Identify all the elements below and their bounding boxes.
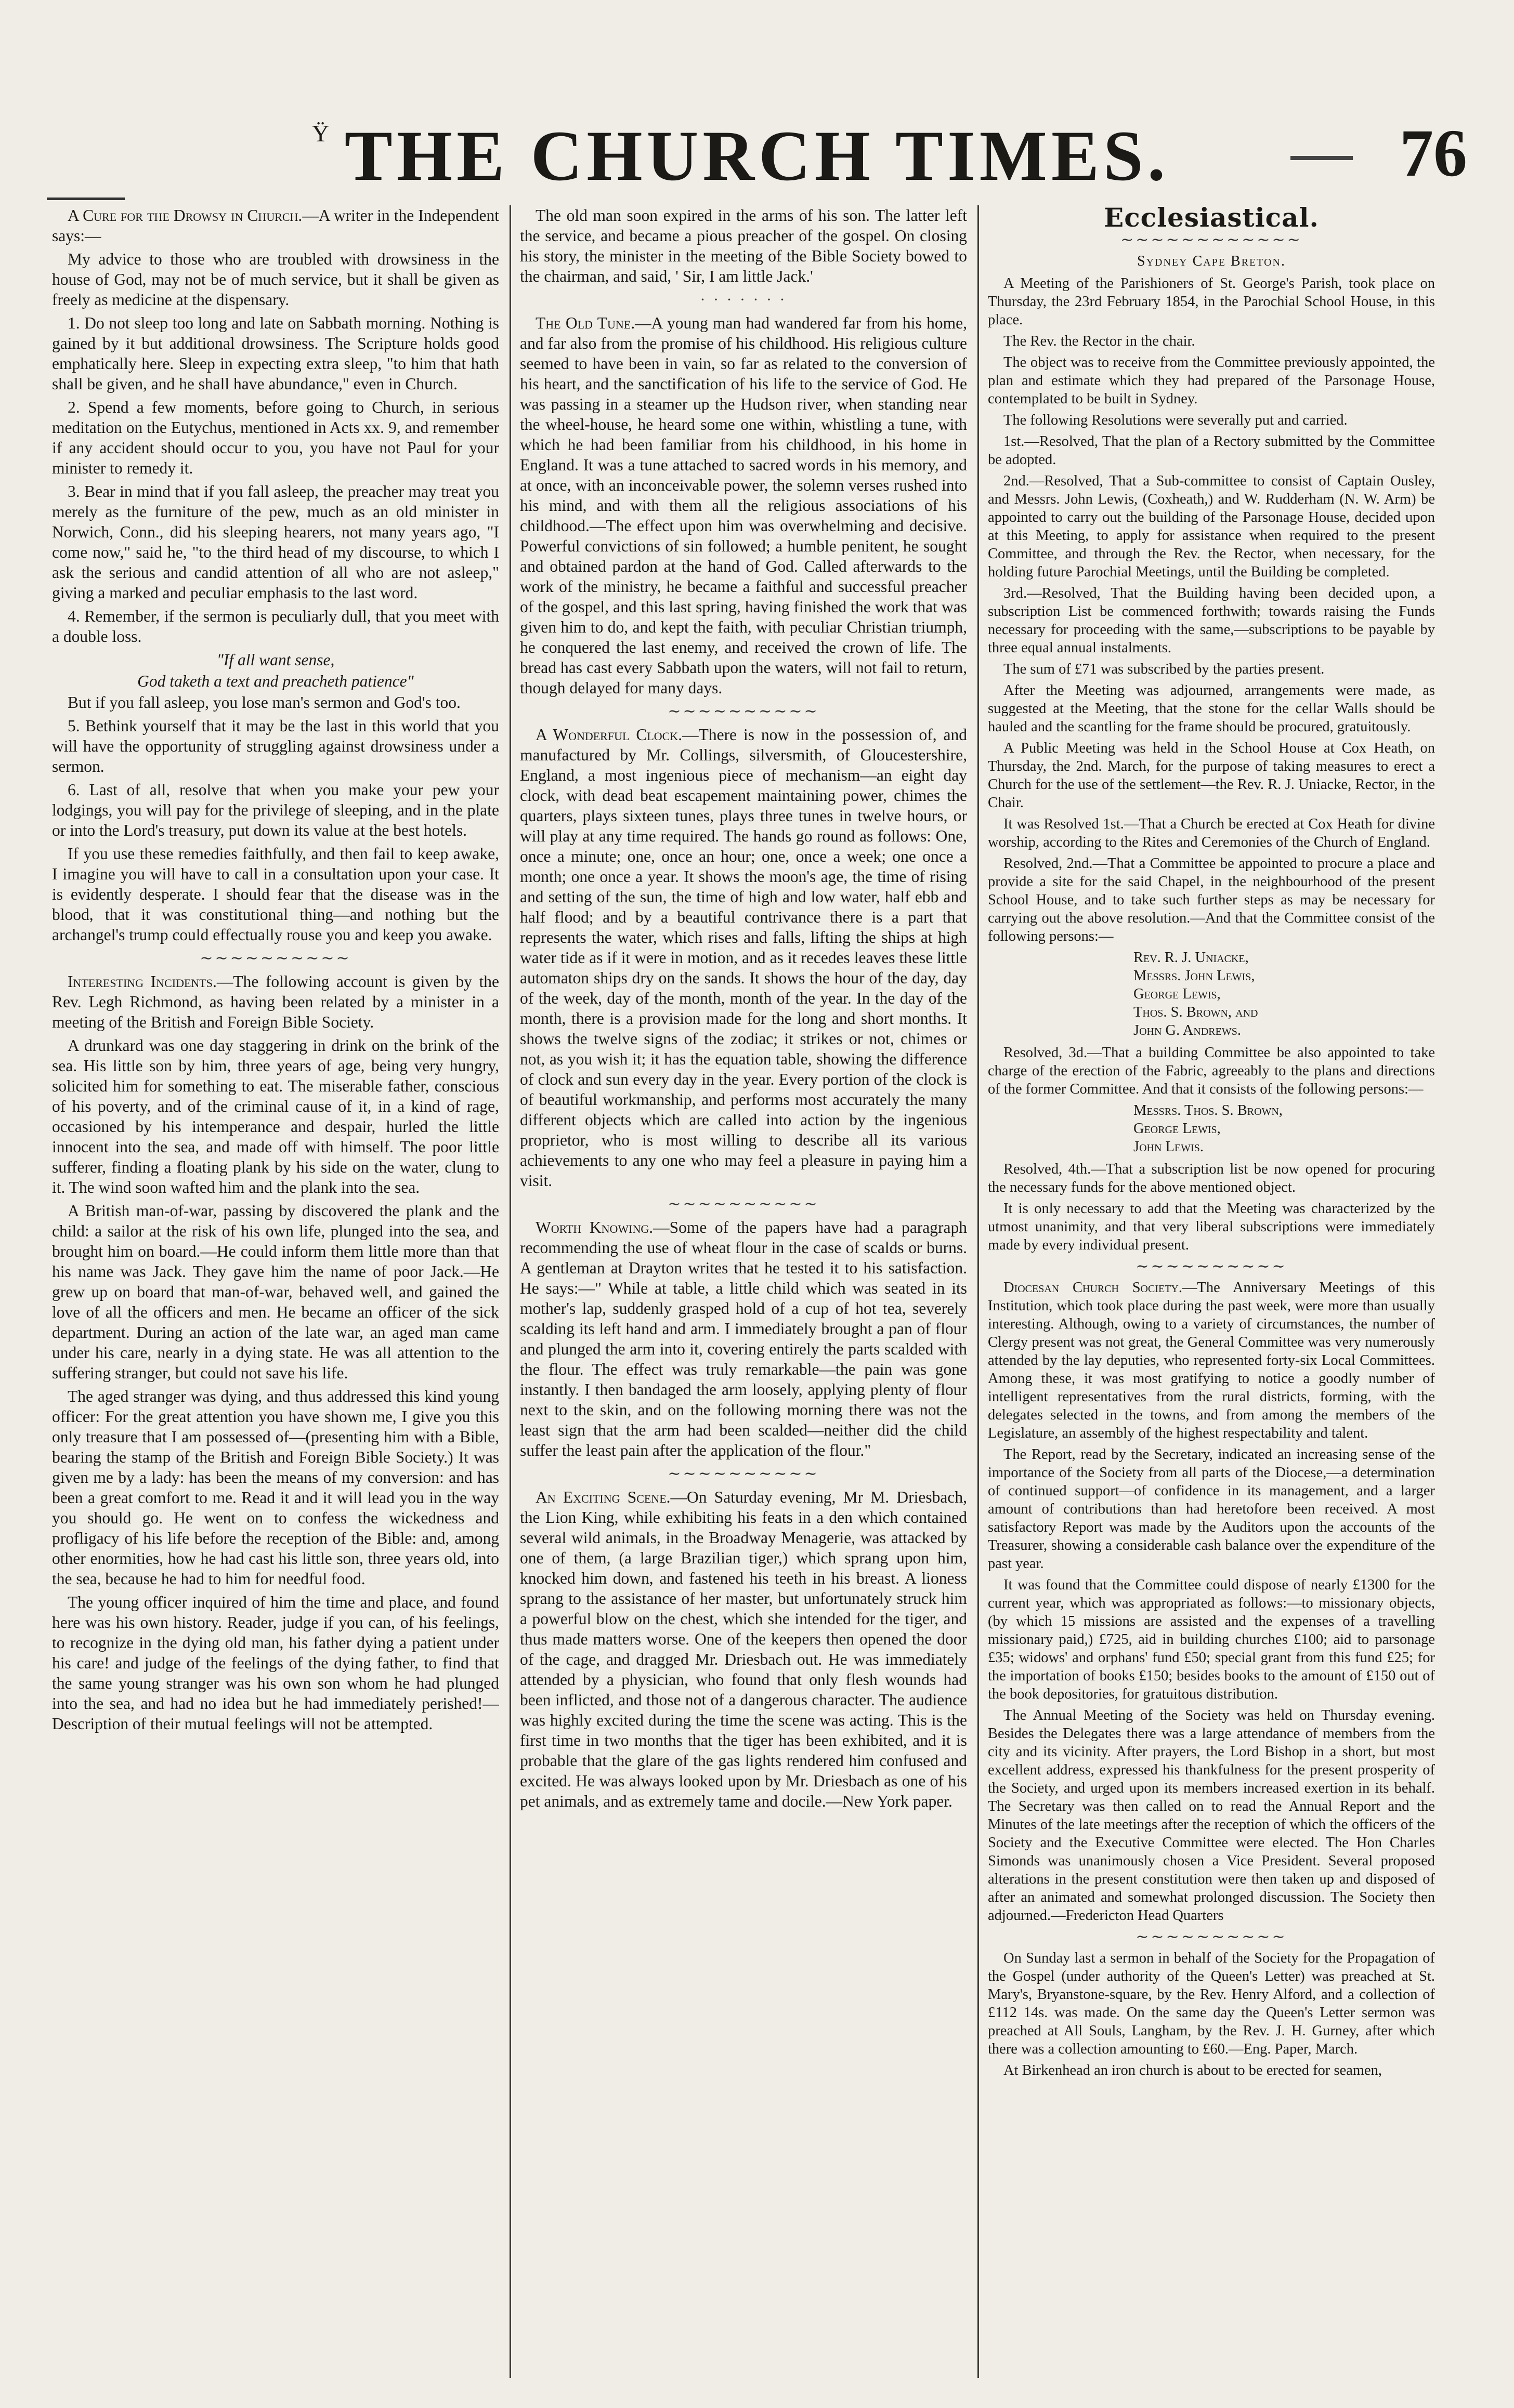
paragraph: The Report, read by the Secretary, indicated an increasing sense of the importance of the Society from all parts of the Diocese,—a determination of continued support—of confidence in its management, and a larger amount of contributions than had heretofore been received. A most satisfactory Report was made by the Auditors upon the accounts of the Treasurer, showing a considerable cash balance over the expenditure of the past year. (988, 1446, 1435, 1572)
article-text: —On Saturday evening, Mr M. Driesbach, the Lion King, while exhibiting his feats in a den which contained several wild animals, in the Broadway Menagerie, was attacked by one of them, (a large Brazilian tiger,) which sprang upon him, knocked him down, and fastened his teeth in his breast. A lioness sprang to the assistance of her master, but unfortunately struck him a powerful blow on the chest, which she intended for the tiger, and thus made matters worse. One of the keepers then opened the door of the cage, and dragged Mr. Driesbach out. He was immediately attended by a physician, who found that only flesh wounds had been inflicted, and those not of a dangerous character. The audience was highly excited during the time the scene was acting. This is the first time in two months that the tiger has been exhibited, and it is probable that the glare of the gas lights rendered him confused and excited. He was always looked upon by Mr. Driesbach as one of his pet animals, and as extremely tame and docile.—New York paper. (520, 1488, 967, 1810)
paragraph: The young officer inquired of him the time and place, and found here was his own history. Reader, judge if you can, of his feelings, to recognize in the dying old man, his father dying a patient under his care! and judge of the feelings of the dying father, to find that the same young stranger was his own son whom he had plunged into the sea, and had no idea but he had immediately perished!—Description of their mutual feelings will not be attempted. (52, 1593, 499, 1733)
newspaper-title: THE CHURCH TIMES. (344, 116, 1170, 195)
paragraph: 4. Remember, if the sermon is peculiarly dull, that you meet with a double loss. (52, 607, 499, 646)
paragraph: Resolved, 3d.—That a building Committee be also appointed to take charge of the erection of the Fabric, agreeably to the plans and directions of the former Committee. And that it consists of the following persons:— (988, 1045, 1435, 1097)
decorative-rule (1290, 156, 1353, 160)
paragraph: The following Resolutions were severally put and carried. (1003, 412, 1348, 428)
article-text: —There is now in the possession of, and manufactured by Mr. Collings, silversmith, of Gloucestershire, England, a most ingenious piece of mechanism—an eight day clock, with dead beat escapement maintaining power, chimes the quarters, plays sixteen tunes, plays three tunes in twelve hours, or will play at any time required. The hands go round as follows: One, once a minute; one, once an hour; one, once a week; one once a month; one once a year. It shows the moon's age, the time of rising and setting of the sun, the time of high and low water, half ebb and half flood; and by a beautiful contrivance there is a part that represents the water, which rises and falls, lifting the ships at high water tide as if it were in motion, and as it recedes leaves these little automaton ships dry on the sands. It shows the hour of the day, day of the week, day of the month, month of the year. In the day of the month, there is a provision made for the long and short months. It shows the twelve signs of the zodiac; it strikes or not, chimes or not, as you wish it; it has the equation table, showing the difference of clock and sun every day in the year. Every portion of the clock is of beautiful workmanship, and performs most accurately the many different objects which are called into action by the ingenious proprietor, who is most willing to describe all its various achievements to any one who may feel a pleasure in paying him a visit. (520, 726, 967, 1190)
paragraph: 2nd.—Resolved, That a Sub-committee to consist of Captain Ousley, and Messrs. John Lewis, (Coxheath,) and W. Rudderham (N. W. Arm) be appointed to carry out the building of the Parsonage House, decided upon at this Meeting, to apply for assistance when required to the present Committee, and through the Rev. the Rector, when necessary, for the holding future Parochial Meetings, until the Building be completed. (988, 473, 1435, 580)
verse-line: "If all want sense, (216, 651, 335, 669)
committee-name: George Lewis, (1133, 986, 1221, 1002)
paragraph: 1st.—Resolved, That the plan of a Rectory submitted by the Committee be adopted. (988, 433, 1435, 468)
paragraph: The object was to receive from the Committee previously appointed, the plan and estimate which they had prepared of the Parsonage House, contemplated to be built in Sydney. (988, 354, 1435, 407)
paragraph: But if you fall asleep, you lose man's sermon and God's too. (68, 693, 461, 712)
section-heading-ecclesiastical: Ecclesiastical. (1104, 205, 1319, 233)
column-1 (52, 205, 499, 2378)
article-old-tune (520, 313, 967, 698)
article-lead: A Wonderful Clock. (536, 726, 683, 744)
article-text: —A writer in the Independent says:— (52, 206, 499, 245)
paragraph: The Annual Meeting of the Society was held on Thursday evening. Besides the Delegates there was a large attendance of members from the city and its vicinity. After prayers, the Lord Bishop in a short, but most excellent address, expressed his thankfulness for the present prosperity of the Society, and urged upon its members increased exertion in its behalf. The Secretary was then called on to read the Annual Report and the Minutes of the late meetings after the reception of which the officers of the Society and the Executive Committee were elected. The Hon Charles Simonds was unanimously chosen a Vice President. Several proposed alterations in the present constitution were then taken up and disposed of after an animated and somewhat prolonged discussion. The Society then adjourned.—Fredericton Head Quarters (988, 1707, 1435, 1924)
article-lead: Interesting Incidents. (68, 972, 217, 991)
column-2 (520, 205, 967, 2378)
committee-name: Thos. S. Brown, and (1133, 1004, 1258, 1020)
committee-names-list (1133, 949, 1435, 1039)
verse-line: God taketh a text and preacheth patience" (137, 672, 414, 690)
paragraph: 6. Last of all, resolve that when you make your pew your lodgings, you will pay for the privilege of sleeping, and in the plate or into the Lord's treasury, put down its value at the best hotels. (52, 781, 499, 839)
section-separator: ∼∼∼∼∼∼∼∼∼∼ (200, 950, 351, 967)
committee-name: Rev. R. J. Uniacke, (1133, 950, 1249, 966)
column-divider (977, 205, 979, 2378)
masthead (47, 114, 1467, 203)
paragraph: Resolved, 2nd.—That a Committee be appointed to procure a place and provide a site for the said Chapel, in the neighbourhood of the present School House, and to take such further steps as may be necessary for carrying out the above resolution.—And that the Committee consist of the following persons:— (988, 856, 1435, 944)
article-text: —The following account is given by the Rev. Legh Richmond, as having been related by a minister in a meeting of the British and Foreign Bible Society. (52, 972, 499, 1031)
committee-name: George Lewis, (1133, 1121, 1221, 1137)
paragraph: A British man-of-war, passing by discovered the plank and the child: a sailor at the risk of his own life, plunged into the sea, and brought him on board.—He could inform them little more than that his name was Jack. They gave him the name of poor Jack.—He grew up on board that man-of-war, behaved well, and gained the love of all the officers and men. He became an officer of the sick department. During an action of the late war, an aged man came under his care, nearly in a dying state. He was all attention to the suffering stranger, but could not save his life. (52, 1202, 499, 1382)
paragraph: 3. Bear in mind that if you fall asleep, the preacher may treat you merely as the furniture of the pew, much as an old minister in Norwich, Conn., did his sleeping hearers, not many years ago, "I come now," said he, "to the third head of my discourse, to which I ask the serious and candid attention of all who are not asleep," giving a marked and peculiar emphasis to the last word. (52, 482, 499, 602)
paragraph: On Sunday last a sermon in behalf of the Society for the Propagation of the Gospel (under authority of the Queen's Letter) was preached at St. Mary's, Bryanstone-square, by the Rev. Henry Alford, and a collection of £112 14s. was made. On the same day the Queen's Letter sermon was preached at All Souls, Langham, by the Rev. J. H. Gurney, after which there was a collection amounting to £60.—Eng. Paper, March. (988, 1950, 1435, 2057)
article-lead: Worth Knowing. (536, 1218, 654, 1236)
committee-name: Messrs. John Lewis, (1133, 968, 1255, 984)
article-lead: An Exciting Scene. (536, 1488, 671, 1506)
committee-name: John Lewis. (1133, 1139, 1204, 1155)
article-text: —A young man had wandered far from his home, and far also from the promise of his childhood. His religious culture seemed to have been in vain, so far as related to the conversion of his heart, and the sanctification of his life to the service of God. He was passing in a steamer up the Hudson river, when standing near the wheel-house, he heard some one within, whistling a tune, with which he had been familiar from his childhood, in his home in England. It was a tune attached to sacred words in his memory, and at once, with an inconceivable power, the solemn verses rushed into his mind, and with them all the religious associations of his childhood.—The effect upon him was overwhelming and decisive. Powerful convictions of sin followed; a humble penitent, he sought and obtained pardon at the hand of God. Called afterwards to the work of the ministry, he became a faithful and successful preacher of the gospel, and this last spring, having finished the work that was given him to do, and kept the faith, with peculiar Christian triumph, he conquered the last enemy, and received the crown of life. The bread has cast every Sabbath upon the waters, will not fail to return, though delayed for many days. (520, 314, 967, 697)
paragraph: The old man soon expired in the arms of his son. The latter left the service, and became a pious preacher of the gospel. On closing his story, the minister in the meeting of the Bible Society bowed to the chairman, and said, ' Sir, I am little Jack.' (520, 206, 967, 285)
paragraph: It was Resolved 1st.—That a Church be erected at Cox Heath for divine worship, according to the Rites and Ceremonies of the Church of England. (988, 816, 1435, 850)
paragraph: Resolved, 4th.—That a subscription list be now opened for procuring the necessary funds for the above mentioned object. (988, 1161, 1435, 1195)
section-separator: · · · · · · · (700, 291, 787, 308)
section-separator: ∼∼∼∼∼∼∼∼∼∼∼∼ (1120, 231, 1302, 248)
paragraph: 2. Spend a few moments, before going to Church, in serious meditation on the Eutychus, mentioned in Acts xx. 9, and remember if any accident should occur to you, you have not Paul for your minister to remedy it. (52, 398, 499, 477)
paragraph: A drunkard was one day staggering in drink on the brink of the sea. His little son by him, three years of age, being very hungry, solicited him for something to eat. The miserable father, conscious of his poverty, and of the criminal cause of it, in a kind of rage, occasioned by his intemperance and despair, hurled the little innocent into the sea, and made off with himself. The poor little sufferer, finding a floating plank by his side on the water, clung to it. The wind soon wafted him and the plank into the sea. (52, 1036, 499, 1196)
paragraph: The Rev. the Rector in the chair. (1003, 333, 1195, 349)
paragraph: The sum of £71 was subscribed by the parties present. (1003, 661, 1325, 677)
committee-name: John G. Andrews. (1133, 1022, 1241, 1038)
paragraph: 5. Bethink yourself that it may be the last in this world that you will have the opportunity of struggling against drowsiness under a sermon. (52, 717, 499, 775)
masthead-underline (47, 198, 125, 200)
paragraph: If you use these remedies faithfully, and then fail to keep awake, I imagine you will have to call in a consultation upon your case. It is evidently desperate. I should fear that the disease was in the blood, that it was constitutional thing—and nothing but the archangel's trump could effectually rouse you and keep you awake. (52, 845, 499, 944)
paragraph: At Birkenhead an iron church is about to be erected for seamen, (1003, 2062, 1382, 2078)
dateline: Sydney Cape Breton. (1137, 253, 1286, 269)
article-lead: The Old Tune. (536, 314, 635, 332)
building-committee-names-list (1133, 1101, 1435, 1156)
paragraph: It is only necessary to add that the Meeting was characterized by the utmost unanimity, and that very liberal subscriptions were immediately made by every individual present. (988, 1201, 1435, 1253)
article-cure-for-drowsy (52, 205, 499, 246)
article-worth-knowing (520, 1217, 967, 1460)
paragraph: After the Meeting was adjourned, arrangements were made, as suggested at the Meeting, that the stone for the cellar Walls should be hauled and the scantling for the frame should be procured, gratuitously. (988, 682, 1435, 735)
section-separator: ∼∼∼∼∼∼∼∼∼∼ (1136, 1258, 1287, 1275)
paragraph: A Meeting of the Parishioners of St. George's Parish, took place on Thursday, the 23rd February 1854, in the Parochial School House, in this place. (988, 275, 1435, 328)
article-text: —The Anniversary Meetings of this Institution, which took place during the past week, were more than usually interesting. Although, owing to a variety of circumstances, the number of Clergy present was not great, the General Committee was very numerously attended by the lay deputies, who represented forty-six Local Committees. Among these, it was most gratifying to notice a goodly number of intelligent representatives from the rural districts, forming, with the delegates selected in the towns, and from among the members of the Legislature, an assembly of the highest respectability and talent. (988, 1280, 1435, 1441)
paragraph: My advice to those who are troubled with drowsiness in the house of God, may not be of much service, but it shall be given as freely as medicine at the dispensary. (52, 250, 499, 309)
section-separator: ∼∼∼∼∼∼∼∼∼∼ (668, 1195, 819, 1213)
section-separator: ∼∼∼∼∼∼∼∼∼∼ (668, 703, 819, 720)
paragraph: 3rd.—Resolved, That the Building having been decided upon, a subscription List be commenced forthwith; towards raising the Funds necessary for proceeding with the same,—subscriptions to be payable by three equal annual instalments. (988, 585, 1435, 656)
committee-name: Messrs. Thos. S. Brown, (1133, 1102, 1283, 1119)
article-diocesan-church-society (988, 1279, 1435, 1442)
article-columns (52, 205, 1471, 2378)
article-lead: A Cure for the Drowsy in Church. (68, 206, 303, 225)
column-3 (988, 205, 1435, 2378)
paragraph: 1. Do not sleep too long and late on Sabbath morning. Nothing is gained by it but additional drowsiness. The Scripture holds good emphatically here. Sleep in expecting extra sleep, "to him that hath shall be given, and he shall have abundance," even in Church. (52, 314, 499, 393)
page-number: 76 (1400, 116, 1467, 191)
paragraph: The aged stranger was dying, and thus addressed this kind young officer: For the great attention you have shown me, I give you this only treasure that I am possessed of—(presenting him with a Bible, bearing the stamp of the British and Foreign Bible Society.) It was given me by a lady: has been the means of my conversion: and has been a great comfort to me. Read it and it will lead you in the way you should go. He went on to confess the wickedness and profligacy of his life before the reception of the Bible: and, among other enormities, how he had cast his little son, three years old, into the sea, because he had to him for needful food. (52, 1387, 499, 1588)
article-lead: Diocesan Church Society. (1003, 1280, 1183, 1296)
paragraph: A Public Meeting was held in the School House at Cox Heath, on Thursday, the 2nd. March, for the purpose of taking measures to erect a Church for the use of the settlement—the Rev. R. J. Uniacke, Rector, in the Chair. (988, 740, 1435, 811)
ornament-mark: Ϋ (312, 120, 330, 147)
paragraph: It was found that the Committee could dispose of nearly £1300 for the current year, which was appropriated as follows:—to missionary objects, (by which 15 missions are assisted and the expenses of a travelling missionary paid,) £725, aid in building churches £100; aid to parsonage £35; widows' and orphans' fund £50; special grant from this fund £25; for the importation of books £150; besides books to the amount of £150 out of the book depositories, for gratuitous distribution. (988, 1577, 1435, 1702)
article-wonderful-clock (520, 725, 967, 1191)
article-exciting-scene (520, 1487, 967, 1811)
section-separator: ∼∼∼∼∼∼∼∼∼∼ (1136, 1928, 1287, 1945)
section-separator: ∼∼∼∼∼∼∼∼∼∼ (668, 1465, 819, 1482)
article-interesting-incidents (52, 971, 499, 1032)
column-divider (510, 205, 511, 2378)
article-text: —Some of the papers have had a paragraph recommending the use of wheat flour in the case of scalds or burns. A gentleman at Drayton writes that he tested it to his satisfaction. He says:—" While at table, a little child which was seated in its mother's lap, suddenly grasped hold of a cup of hot tea, severely scalding its left hand and arm. I immediately brought a pan of flour and plunged the arm into it, covering entirely the parts scalded with the flour. The effect was truly remarkable—the pain was gone instantly. I then bandaged the arm loosely, applying plenty of flour next to the skin, and on the following morning there was not the least sign that the arm had been scalded—neither did the child suffer the least pain after the application of the flour." (520, 1218, 967, 1459)
